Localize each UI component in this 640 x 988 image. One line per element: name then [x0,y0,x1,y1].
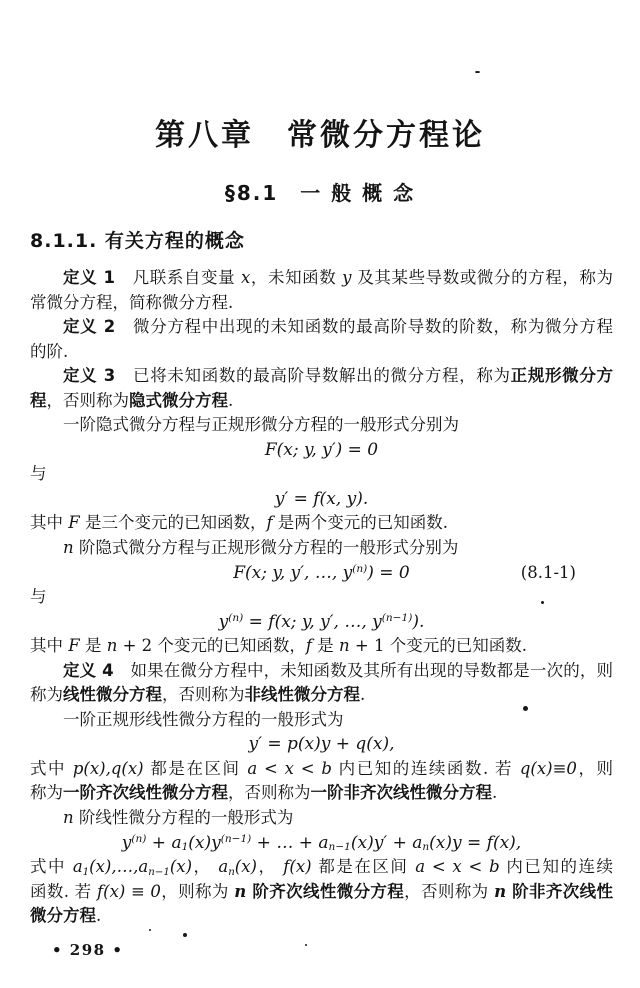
text-segment: ，未知函数 [250,268,343,287]
text-segment: 的阶. [30,341,69,361]
text-segment: 是两个变元的已知函数. [272,513,449,533]
text-segment: ，否则称为 [228,783,311,803]
text-line [30,340,613,365]
text-segment: n [63,538,74,558]
text-segment: 其中 [30,513,69,533]
formula-line [30,561,613,586]
text-line [30,266,613,291]
text-segment: ，否则称为 [404,881,495,901]
text-segment: 是 [79,636,107,656]
text-segment: y′ = p(x)y + q(x), [248,734,395,755]
text-line [30,659,613,684]
text-line [30,291,613,316]
text-segment: a < x < b [415,857,500,877]
text-segment: ，否则称为 [46,390,129,410]
text-line [30,855,613,880]
text-segment: 隐式微分方程 [129,390,228,410]
equation-number: (8.1-1) [520,562,576,582]
text-segment: n [494,881,507,901]
text-segment: 与 [30,464,47,484]
formula-line [30,831,613,856]
text-segment: 定义 2 [63,317,116,337]
text-segment: ，否则称为 [162,685,245,705]
text-segment: 式中 [30,857,73,877]
text-segment: n [228,866,235,878]
text-line [30,904,613,929]
text-segment: 都是在区间 [311,857,416,877]
text-segment: ， [256,857,284,877]
text-segment: y [218,611,229,632]
subsection-title: 8.1.1. 有关方程的概念 [30,230,245,252]
scan-speck [541,601,544,604]
text-segment: (x)y [188,832,221,853]
text-segment: y′ = f(x, y). [274,488,369,509]
text-segment: p(x),q(x) [72,758,144,778]
text-segment: (n) [352,563,368,576]
text-segment: f [266,513,273,533]
text-segment: 定义 3 [63,366,116,386]
text-segment: 阶非齐次线性 [506,881,613,901]
text-line [30,364,613,389]
formula-line [30,732,613,757]
text-segment: . [96,906,102,926]
text-segment: 一阶齐次线性微分方程 [63,783,228,803]
text-segment: F [68,513,80,533]
text-segment: 常微分方程，简称微分方程. [30,292,234,312]
text-segment: q(x)≡0 [519,758,577,778]
text-line [30,757,613,782]
text-line [30,683,613,708]
text-segment: . [228,390,234,410]
text-line [30,781,613,806]
scan-speck [523,706,528,711]
text-segment: 阶线性微分方程的一般形式为 [73,808,294,828]
formula-line [30,610,613,635]
text-line [30,806,613,831]
text-segment: y [121,832,132,853]
formula-line [30,438,613,463]
text-segment: 都是在区间 [143,758,248,778]
page-number: • 298 • [52,941,124,959]
text-segment: 是 [312,636,340,656]
text-segment: 1 [181,841,189,854]
text-segment: 内已知的连续函数. 若 [331,758,520,778]
text-line [30,389,613,414]
text-line [30,585,613,610]
text-segment: 1 [82,866,90,878]
text-segment: (n−1) [381,612,413,625]
scan-speck [475,71,480,73]
text-segment: = f(x; y, y′, …, y [243,611,382,632]
text-segment: 凡联系自变量 [114,268,241,287]
text-segment: 阶隐式微分方程与正规形微分方程的一般形式分别为 [73,538,459,558]
text-segment: (n) [131,833,147,846]
text-segment: a [72,857,83,877]
text-segment: (n−1) [220,833,252,846]
text-line [30,536,613,561]
text-segment: + 2 个变元的已知函数， [117,636,306,656]
text-segment: f(x) [283,857,312,877]
text-segment: 线性微分方程 [63,685,162,705]
text-segment: 称为 [30,685,63,705]
text-segment: 已将未知函数的最高阶导数解出的微分方程，称为 [115,366,511,386]
text-segment: n [339,636,350,656]
text-segment: 式中 [30,758,73,778]
text-segment: n [106,636,118,656]
text-segment: 微分方程 [30,906,96,926]
text-segment: 正规形微分方 [510,366,613,386]
text-segment: 一阶非齐次线性微分方程 [310,783,492,803]
text-segment: a < x < b [247,758,332,778]
text-segment: + … + a [251,832,329,853]
text-line [30,511,613,536]
text-segment: 与 [30,587,47,607]
text-segment: 如果在微分方程中，未知函数及其所有出现的导数都是一次的，则 [113,660,614,680]
text-segment: (x),…,a [89,857,149,877]
text-segment: a [218,857,229,877]
text-segment: F(x; y, y′, …, y [233,562,353,583]
section-title: §8.1 一 般 概 念 [224,181,416,205]
text-line [30,708,613,733]
text-line [30,634,613,659]
text-segment: (x)y = f(x), [429,832,522,853]
text-segment: 阶齐次线性微分方程 [246,881,405,901]
text-segment: x [241,268,251,287]
text-segment: n [422,841,430,854]
text-segment: (x)y′ + a [350,832,423,853]
text-segment: 其中 [30,636,69,656]
text-segment: + a [146,832,182,853]
text-line [30,315,613,340]
text-segment: 非线性微分方程 [244,685,360,705]
text-segment: F [68,636,80,656]
text-segment: (x) [234,857,257,877]
text-segment: ，则 [576,758,614,778]
text-segment: . [492,783,498,803]
text-line [30,462,613,487]
text-segment: n [63,808,74,828]
scan-speck [183,933,187,937]
text-segment: y [342,268,352,287]
text-segment: 微分方程中出现的未知函数的最高阶导数的阶数，称为微分方程 [115,317,613,337]
text-segment: f [305,636,313,656]
text-segment: 及其某些导数或微分的方程，称为 [351,268,613,287]
text-line [30,880,613,905]
text-segment: n−1 [328,841,351,854]
text-segment: n−1 [148,866,170,878]
text-segment: f(x) ≡ 0 [97,881,161,901]
text-segment: 是三个变元的已知函数， [79,513,267,533]
text-line [30,413,613,438]
scan-speck [305,944,307,946]
body-text [30,266,613,929]
text-segment: 函数. 若 [30,881,98,901]
text-segment: ). [412,611,425,632]
text-segment: ， [192,857,219,877]
text-segment: 定义 1 [63,268,115,287]
formula-line [30,487,613,512]
text-segment: F(x; y, y′) = 0 [264,439,379,460]
text-segment: n [234,881,247,901]
text-segment: 内已知的连续 [499,857,614,877]
scan-speck [149,929,151,931]
text-segment: 程 [30,390,47,410]
text-segment: ，则称为 [160,881,235,901]
text-segment: 称为 [30,783,63,803]
text-segment: 一阶正规形线性微分方程的一般形式为 [63,709,344,729]
text-segment: + 1 个变元的已知函数. [349,636,527,656]
text-segment: 一阶隐式微分方程与正规形微分方程的一般形式分别为 [63,415,459,435]
chapter-title: 第八章 常微分方程论 [155,118,485,153]
text-segment: 定义 4 [63,660,114,680]
text-segment: (x) [169,857,193,877]
text-segment: . [360,685,366,705]
text-segment: (n) [228,612,244,625]
text-segment: ) = 0 [367,562,410,583]
